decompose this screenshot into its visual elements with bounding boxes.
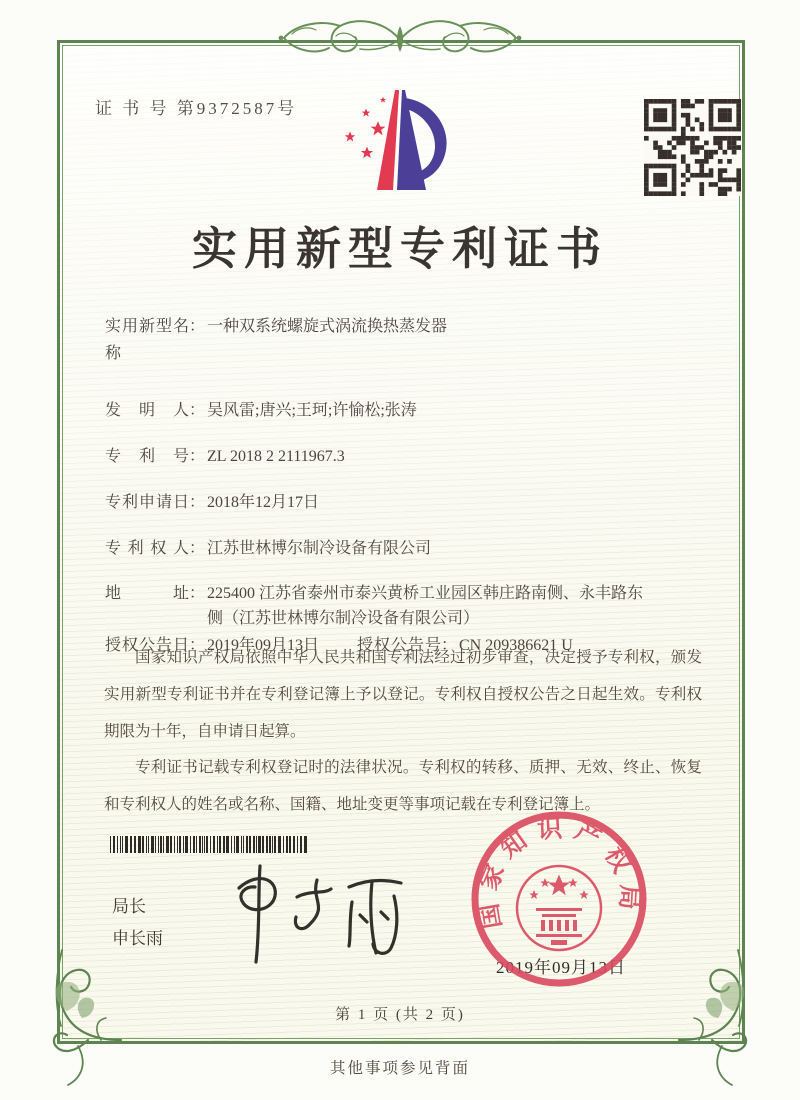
legal-text [104,640,702,824]
field-colon: ： [189,585,206,602]
commissioner-signature [222,856,422,966]
field-value: 2018年12月17日 [207,494,320,511]
field-colon: ： [441,637,458,654]
field-colon: ： [189,402,206,419]
field-colon: ： [189,318,206,335]
field-colon: ： [189,494,206,511]
field-label: 专利号 [105,448,189,465]
top-border-ornament [248,10,552,68]
field-colon: ： [189,448,206,465]
field-label: 地址 [105,585,189,602]
field-value: ZL 2018 2 2111967.3 [207,448,345,465]
back-side-note: 其他事项参见背面 [329,1060,470,1077]
official-seal [468,808,650,990]
field-label: 实用新型名称 [105,318,189,362]
certificate-title: 实用新型专利证书 [191,224,608,274]
issue-date: 2019年09月13日 [496,958,626,977]
field-label: 专利申请日 [105,494,189,511]
field-label: 授权公告日 [105,637,189,654]
field-filing-date [105,489,705,516]
field-list [105,313,705,678]
commissioner-title: 局长 [112,897,146,916]
field-label: 专利权人 [105,540,189,557]
field-patent-number [105,443,705,470]
field-inventors [105,397,705,424]
grant-number: CN 209386621 U [459,637,573,654]
svg-text:国家知识产权局 [473,814,644,931]
field-value: 江苏世林博尔制冷设备有限公司 [207,540,432,557]
national-emblem-icon [517,866,601,950]
page-number: 第 1 页 (共 2 页) [335,1007,465,1023]
field-value: 225400 江苏省泰州市泰兴黄桥工业园区韩庄路南侧、永丰路东侧（江苏世林博尔制冷设备有限公司） [207,585,644,627]
field-label: 授权公告号 [357,637,441,654]
field-colon: ： [189,540,206,557]
field-address [105,581,705,631]
grant-date: 2019年09月13日 [207,637,320,654]
qr-code [644,99,741,196]
cnipa-logo-icon [336,86,458,198]
field-utility-model-name [105,313,705,367]
field-value: 一种双系统螺旋式涡流换热蒸发器 [207,318,448,335]
field-value: 吴风雷;唐兴;王珂;许愉松;张涛 [207,402,417,419]
certificate-number: 证 书 号 第9372587号 [95,99,298,118]
field-colon: ： [189,637,206,654]
seal-ring-text: 国家知识产权局 [474,815,643,931]
legal-paragraph-1: 国家知识产权局依照中华人民共和国专利法经过初步审查，决定授予专利权，颁发实用新型专利证书并在专利登记簿上予以登记。专利权自授权公告之日起生效。专利权期限为十年，自申请日起算。 [104,649,702,740]
barcode [110,836,308,853]
commissioner-name: 申长雨 [112,929,163,948]
legal-paragraph-2: 专利证书记载专利权登记时的法律状况。专利权的转移、质押、无效、终止、恢复和专利权人的姓名或名称、国籍、地址变更等事项记载在专利登记簿上。 [104,759,702,814]
field-label: 发明人 [105,402,189,419]
field-patentee [105,535,705,562]
